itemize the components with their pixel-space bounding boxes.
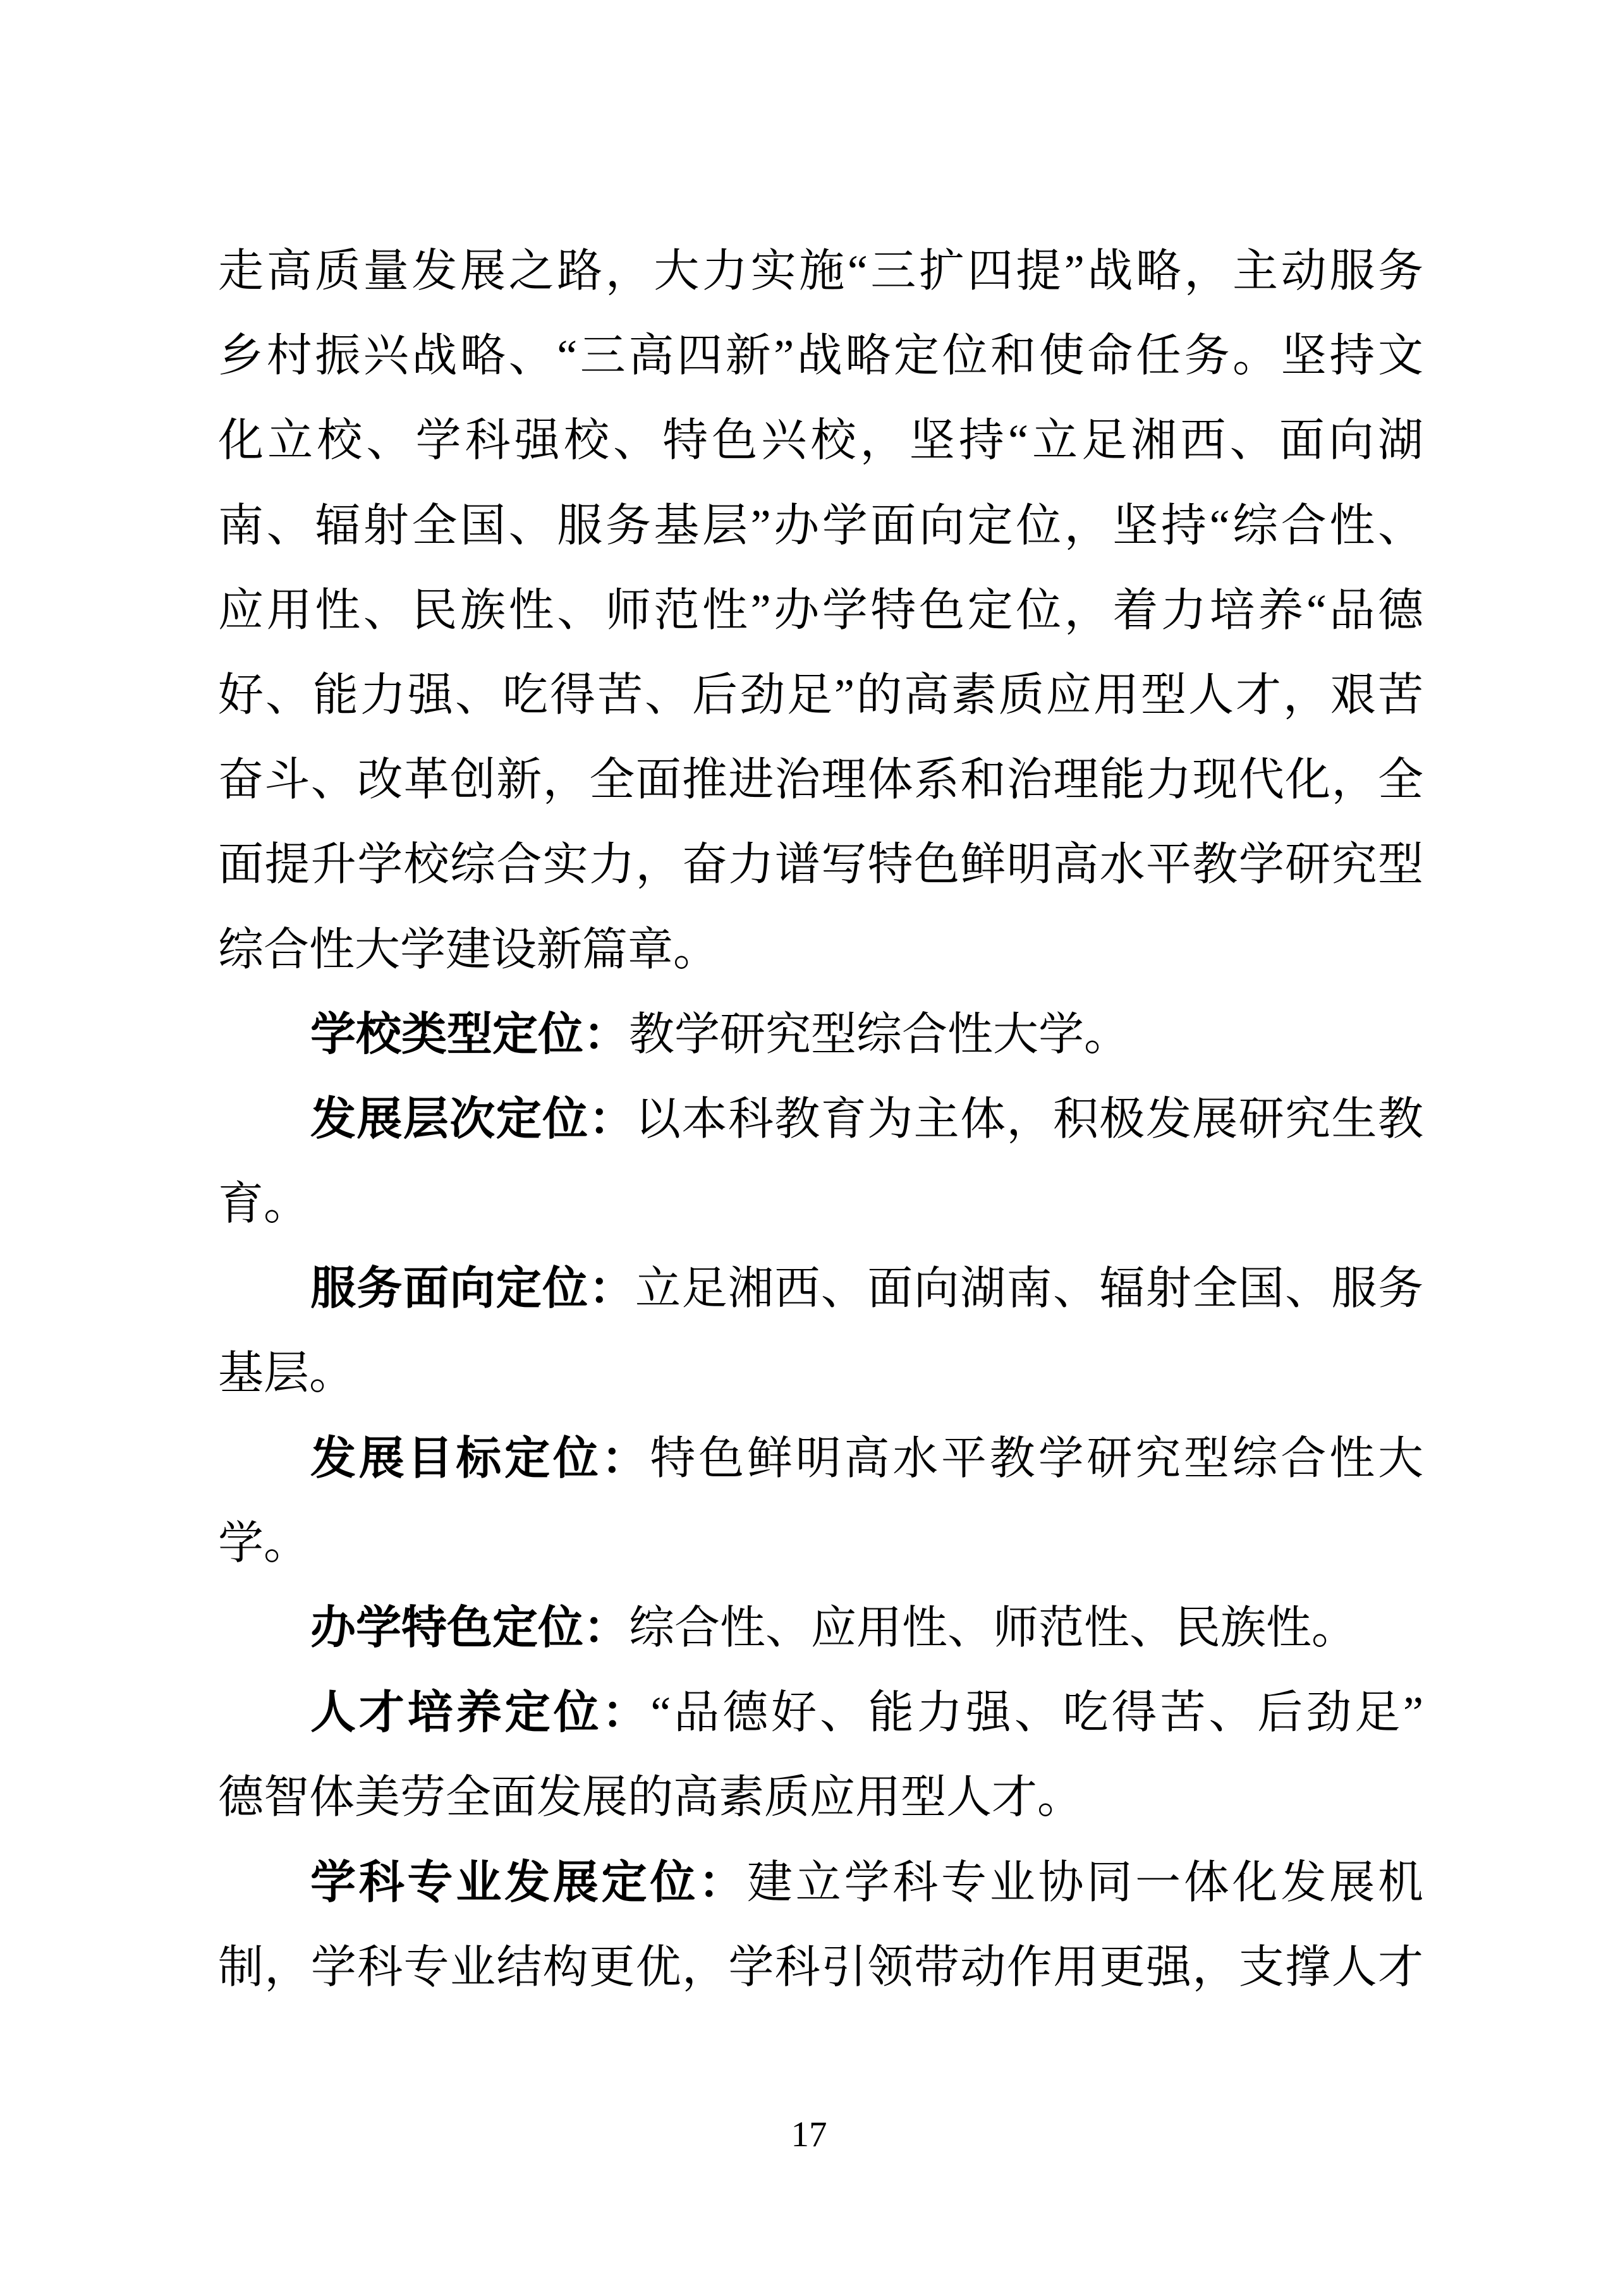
text-line (218, 1162, 1423, 1246)
text-line (218, 1416, 1423, 1501)
line-bold-lead: 人才培养定位： (310, 1687, 651, 1739)
line-text: 乡村振兴战略、“三高四新”战略定位和使命任务。坚持文 (218, 331, 1423, 382)
text-line (218, 653, 1423, 738)
line-text: 奋斗、改革创新，全面推进治理体系和治理能力现代化，全 (218, 755, 1423, 806)
line-text: 德智体美劳全面发展的高素质应用型人才。 (218, 1772, 1083, 1823)
text-line (218, 483, 1423, 568)
line-text: 建立学科专业协同一体化发展机 (746, 1857, 1423, 1908)
line-bold-lead: 办学特色定位： (310, 1603, 630, 1653)
line-text: 好、能力强、吃得苦、后劲足”的高素质应用型人才，艰苦 (218, 669, 1423, 720)
text-line (218, 229, 1423, 313)
line-text: 学。 (218, 1517, 310, 1569)
text-line (218, 1586, 1423, 1670)
text-line (218, 313, 1423, 398)
text-block (218, 229, 1423, 2010)
text-line (218, 1755, 1423, 1840)
line-text: 立足湘西、面向湖南、辐射全国、服务 (635, 1263, 1423, 1315)
text-line (218, 398, 1423, 483)
line-text: 以本科教育为主体，积极发展研究生教 (635, 1093, 1423, 1145)
text-line (218, 992, 1423, 1077)
line-text: 基层。 (218, 1348, 355, 1399)
text-line (218, 908, 1423, 992)
line-bold-lead: 服务面向定位： (310, 1263, 636, 1315)
text-line (218, 568, 1423, 653)
line-text: 特色鲜明高水平教学研究型综合性大 (650, 1433, 1423, 1484)
text-line (218, 1925, 1423, 2010)
line-text: 综合性大学建设新篇章。 (218, 924, 719, 975)
line-bold-lead: 学校类型定位： (310, 1009, 630, 1060)
text-line (218, 1501, 1423, 1586)
line-text: 应用性、民族性、师范性”办学特色定位，着力培养“品德 (218, 585, 1423, 636)
line-text: 化立校、学科强校、特色兴校，坚持“立足湘西、面向湖 (218, 415, 1423, 466)
text-line (218, 1670, 1423, 1755)
line-text: 综合性、应用性、师范性、民族性。 (629, 1603, 1358, 1653)
text-line (218, 738, 1423, 822)
text-line (218, 1331, 1423, 1416)
line-text: 教学研究型综合性大学。 (629, 1009, 1130, 1060)
line-text: 南、辐射全国、服务基层”办学面向定位，坚持“综合性、 (218, 500, 1423, 551)
line-text: 走高质量发展之路，大力实施“三扩四提”战略，主动服务 (218, 246, 1423, 296)
line-text: 制，学科专业结构更优，学科引领带动作用更强，支撑人才 (218, 1941, 1423, 1993)
line-text: 面提升学校综合实力，奋力谱写特色鲜明高水平教学研究型 (218, 839, 1423, 890)
text-line (218, 1246, 1423, 1331)
page-number: 17 (791, 2115, 827, 2154)
text-line (218, 1840, 1423, 1925)
line-bold-lead: 发展层次定位： (310, 1093, 636, 1145)
line-bold-lead: 发展目标定位： (310, 1433, 650, 1484)
line-bold-lead: 学科专业发展定位： (310, 1857, 747, 1908)
text-line (218, 822, 1423, 907)
line-text: 育。 (218, 1179, 310, 1230)
text-line (218, 1077, 1423, 1162)
line-text: “品德好、能力强、吃得苦、后劲足” (650, 1687, 1423, 1739)
